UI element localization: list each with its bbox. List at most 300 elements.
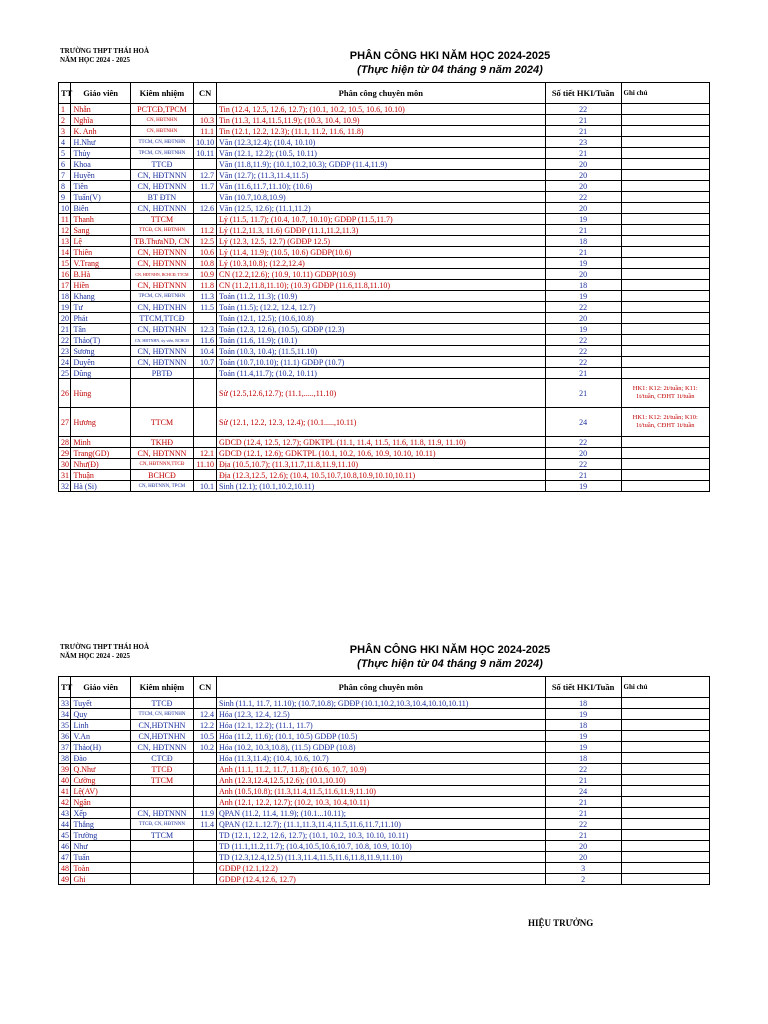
subject-assignment: TD (11.1,11.2,11.7); (10.4,10.5,10.6,10.7, 10.8, 10.9, 10.10) [217,841,546,852]
weekly-hours: 24 [545,786,621,797]
homeroom-class [194,437,217,448]
note-cell [621,137,709,148]
note-cell [621,863,709,874]
subject-assignment: GDĐP (12.1,12.2) [217,863,546,874]
teacher-name: Hùng [71,379,130,408]
note-cell [621,203,709,214]
table-row [59,437,710,448]
table-row [59,764,710,775]
subject-assignment: Hóa (10.2, 10.3,10.8), (11.5) GDĐP (10.8) [217,742,546,753]
weekly-hours: 19 [545,258,621,269]
table-body-2 [59,698,710,885]
role-cell: TPCM, CN, HĐTNHN [130,291,193,302]
subject-assignment: Văn (10.7,10.8,10.9) [217,192,546,203]
row-number: 2 [59,115,71,126]
role-cell: TB.ThưaND, CN [130,236,193,247]
row-number: 32 [59,481,71,492]
row-number: 1 [59,104,71,115]
teacher-name: Tuấn [71,852,130,863]
col-note: Ghi chú [621,677,709,698]
homeroom-class: 11.5 [194,302,217,313]
role-cell: CN, HĐTNNN [130,247,193,258]
table-header-row [59,83,710,104]
teacher-name: Tư [71,302,130,313]
homeroom-class [194,863,217,874]
row-number: 42 [59,797,71,808]
homeroom-class: 10.4 [194,346,217,357]
teacher-name: H.Như [71,137,130,148]
homeroom-class: 10.5 [194,731,217,742]
table-row [59,192,710,203]
role-cell [130,841,193,852]
note-cell [621,720,709,731]
role-cell: TTCM, CN, HĐTNHN [130,709,193,720]
row-number: 4 [59,137,71,148]
row-number: 29 [59,448,71,459]
homeroom-class: 10.8 [194,258,217,269]
weekly-hours: 22 [545,819,621,830]
row-number: 36 [59,731,71,742]
teacher-name: Q.Như [71,764,130,775]
weekly-hours: 21 [545,126,621,137]
note-cell [621,313,709,324]
col-tt: TT [59,677,71,698]
teacher-name: Xếp [71,808,130,819]
homeroom-class: 10.1 [194,481,217,492]
note-cell [621,181,709,192]
table-row [59,448,710,459]
table-row [59,280,710,291]
role-cell: CN, HĐTNHN, BCHCĐ, TTCM [130,269,193,280]
teacher-name: Tuấn(V) [71,192,130,203]
row-number: 20 [59,313,71,324]
teacher-name: Phát [71,313,130,324]
table-row [59,258,710,269]
note-cell [621,437,709,448]
table-header-row [59,677,710,698]
row-number: 25 [59,368,71,379]
subject-assignment: Toán (11.4,11.7); (10.2, 10.11) [217,368,546,379]
role-cell [130,852,193,863]
teacher-name: Thảo(H) [71,742,130,753]
subject-assignment: Địa (12.3,12.5, 12.6); (10.4, 10.5,10.7,10.8,10.9,10.10,10.11) [217,470,546,481]
weekly-hours: 18 [545,280,621,291]
row-number: 9 [59,192,71,203]
teacher-name: Quy [71,709,130,720]
row-number: 43 [59,808,71,819]
homeroom-class [194,379,217,408]
homeroom-class: 10.2 [194,742,217,753]
row-number: 39 [59,764,71,775]
subject-assignment: Lý (10.3,10.8); (12.2,12.4) [217,258,546,269]
subtitle-text: (Thực hiện từ 04 tháng 9 năm 2024) [357,64,543,76]
note-cell [621,159,709,170]
row-number: 11 [59,214,71,225]
row-number: 6 [59,159,71,170]
homeroom-class: 11.4 [194,819,217,830]
teacher-name: Thanh [71,214,130,225]
row-number: 33 [59,698,71,709]
row-number: 5 [59,148,71,159]
homeroom-class [194,192,217,203]
weekly-hours: 19 [545,324,621,335]
note-cell [621,269,709,280]
teacher-name: Đào [71,753,130,764]
homeroom-class: 11.8 [194,280,217,291]
note-cell [621,148,709,159]
principal-signature: HIỆU TRƯỞNG [528,918,594,928]
note-cell: HK1: K12: 2t/tuần; K10: 1t/tuần, CĐHT 1t/tuần [621,408,709,437]
note-cell [621,731,709,742]
teacher-name: Tân [71,324,130,335]
subject-assignment: Anh (12.1, 12.2, 12.7); (10.2, 10.3, 10.4,10.11) [217,797,546,808]
table-row [59,214,710,225]
school-name-1 [60,47,149,65]
homeroom-class [194,470,217,481]
table-row [59,115,710,126]
subject-assignment: Văn (11.8,11.9); (10.1,10.2,10.3); GDĐP (11.4,11.9) [217,159,546,170]
homeroom-class [194,874,217,885]
homeroom-class [194,368,217,379]
homeroom-class [194,753,217,764]
row-number: 45 [59,830,71,841]
weekly-hours: 24 [545,408,621,437]
table-row [59,481,710,492]
note-cell [621,280,709,291]
note-cell [621,709,709,720]
note-cell [621,448,709,459]
homeroom-class: 11.2 [194,225,217,236]
table-row [59,137,710,148]
table-row [59,408,710,437]
weekly-hours: 22 [545,335,621,346]
role-cell: CN, HĐTNHN, ủy viên, BCHCĐ [130,335,193,346]
col-note: Ghi chú [621,83,709,104]
note-cell [621,470,709,481]
table-row [59,357,710,368]
row-number: 26 [59,379,71,408]
homeroom-class: 12.5 [194,236,217,247]
weekly-hours: 21 [545,808,621,819]
weekly-hours: 23 [545,137,621,148]
weekly-hours: 20 [545,170,621,181]
row-number: 17 [59,280,71,291]
table-row [59,324,710,335]
assignment-table-1 [58,82,710,492]
table-row [59,313,710,324]
note-cell [621,797,709,808]
subject-assignment: Sinh (12.1); (10.1,10.2,10.11) [217,481,546,492]
subject-assignment: CN (11.2,11.8,11.10); (10.3) GDĐP (11.6,11.8,11.10) [217,280,546,291]
weekly-hours: 22 [545,764,621,775]
teacher-name: Cường [71,775,130,786]
role-cell: CN, HĐTNHN [130,302,193,313]
row-number: 3 [59,126,71,137]
homeroom-class: 11.9 [194,808,217,819]
table-row [59,819,710,830]
teacher-name: Tuyết [71,698,130,709]
subject-assignment: Sử (12.5,12.6,12.7); (11.1,.....,11.10) [217,379,546,408]
row-number: 15 [59,258,71,269]
role-cell: CN, HĐTNNN [130,181,193,192]
teacher-name: Duyên [71,357,130,368]
note-cell [621,291,709,302]
note-cell [621,104,709,115]
teacher-name: V.Trang [71,258,130,269]
role-cell: PCTCĐ,TPCM [130,104,193,115]
weekly-hours: 22 [545,459,621,470]
weekly-hours: 2 [545,874,621,885]
subject-assignment: GDCD (12.4, 12.5, 12.7); GDKTPL (11.1, 11.4, 11.5, 11.6, 11.8, 11.9, 11.10) [217,437,546,448]
row-number: 19 [59,302,71,313]
row-number: 37 [59,742,71,753]
weekly-hours: 21 [545,247,621,258]
row-number: 30 [59,459,71,470]
homeroom-class: 11.6 [194,335,217,346]
table-row [59,269,710,280]
homeroom-class: 12.2 [194,720,217,731]
role-cell [130,863,193,874]
assignment-table-2 [58,676,710,885]
teacher-name: Khang [71,291,130,302]
weekly-hours: 21 [545,379,621,408]
table-row [59,181,710,192]
weekly-hours: 20 [545,313,621,324]
table-row [59,731,710,742]
weekly-hours: 19 [545,709,621,720]
subject-assignment: Anh (11.1, 11.2, 11.7, 11.8); (10.6, 10.7, 10.9) [217,764,546,775]
row-number: 12 [59,225,71,236]
subject-assignment: Văn (12.7); (11.3,11.4,11.5) [217,170,546,181]
weekly-hours: 20 [545,841,621,852]
table-row [59,698,710,709]
table-row [59,126,710,137]
role-cell [130,786,193,797]
note-cell [621,258,709,269]
title-text: PHÂN CÔNG HKI NĂM HỌC 2024-2025 [349,644,551,656]
role-cell: TTCĐ [130,764,193,775]
school-name-text: TRƯỜNG THPT THÁI HOÀ [60,47,150,55]
subject-assignment: Anh (12.3,12.4,12.5,12.6); (10.1,10.10) [217,775,546,786]
subject-assignment: Toán (10.3, 10.4); (11.5,11.10) [217,346,546,357]
weekly-hours: 21 [545,148,621,159]
row-number: 40 [59,775,71,786]
row-number: 22 [59,335,71,346]
homeroom-class: 10.7 [194,357,217,368]
table-row [59,797,710,808]
homeroom-class: 11.10 [194,459,217,470]
teacher-name: Như(Đ) [71,459,130,470]
table-row [59,874,710,885]
teacher-name: Ghi [71,874,130,885]
note-cell [621,346,709,357]
note-cell [621,115,709,126]
role-cell: CN, HĐTNNN,TTCĐ [130,459,193,470]
teacher-name: Như [71,841,130,852]
page-title-2 [200,643,700,671]
note-cell [621,247,709,258]
subject-assignment: Anh (10.5,10.8); (11.3,11.4,11.5,11.6,11.9,11.10) [217,786,546,797]
subject-assignment: Lý (11.4, 11.9); (10.5, 10.6) GDĐP(10.6) [217,247,546,258]
row-number: 27 [59,408,71,437]
note-cell [621,819,709,830]
note-cell [621,808,709,819]
note-cell [621,852,709,863]
table-row [59,379,710,408]
note-cell [621,170,709,181]
weekly-hours: 21 [545,775,621,786]
note-cell [621,753,709,764]
table-row [59,709,710,720]
weekly-hours: 19 [545,291,621,302]
teacher-name: Sương [71,346,130,357]
weekly-hours: 21 [545,830,621,841]
homeroom-class [194,830,217,841]
teacher-name: V.An [71,731,130,742]
subject-assignment: Toán (12.3, 12.6), (10.5), GDĐP (12.3) [217,324,546,335]
weekly-hours: 20 [545,448,621,459]
row-number: 35 [59,720,71,731]
homeroom-class [194,313,217,324]
table-row [59,247,710,258]
note-cell [621,841,709,852]
role-cell: TTCĐ [130,159,193,170]
weekly-hours: 3 [545,863,621,874]
subtitle-text: (Thực hiện từ 04 tháng 9 năm 2024) [357,658,543,670]
teacher-name: Trường [71,830,130,841]
note-cell [621,302,709,313]
homeroom-class: 12.1 [194,448,217,459]
weekly-hours: 21 [545,470,621,481]
homeroom-class [194,841,217,852]
role-cell: CN, HĐTNNN [130,448,193,459]
school-year-text: NĂM HỌC 2024 - 2025 [60,652,130,660]
homeroom-class [194,214,217,225]
teacher-name: Ngân [71,797,130,808]
table-row [59,753,710,764]
subject-assignment: Lý (12.3, 12.5, 12.7) (GDĐP 12.5) [217,236,546,247]
weekly-hours: 21 [545,225,621,236]
role-cell: CN,HĐTNHN [130,720,193,731]
table-row [59,852,710,863]
teacher-name: Khoa [71,159,130,170]
table-row [59,830,710,841]
teacher-name: Thảo(T) [71,335,130,346]
weekly-hours: 20 [545,159,621,170]
row-number: 47 [59,852,71,863]
row-number: 44 [59,819,71,830]
role-cell: CN, HĐTNNN [130,170,193,181]
weekly-hours: 18 [545,720,621,731]
weekly-hours: 21 [545,368,621,379]
teacher-name: Dũng [71,368,130,379]
col-cn: CN [194,83,217,104]
weekly-hours: 20 [545,181,621,192]
role-cell: CN, HĐTNNN [130,742,193,753]
role-cell: CN, HĐTNNN [130,357,193,368]
table-row [59,346,710,357]
role-cell: TTCM [130,214,193,225]
note-cell [621,236,709,247]
subject-assignment: Toán (11.5); (12.2, 12.4, 12.7) [217,302,546,313]
homeroom-class: 11.3 [194,291,217,302]
row-number: 31 [59,470,71,481]
weekly-hours: 19 [545,731,621,742]
role-cell: TTCĐ, CN, HĐTNHN [130,225,193,236]
teacher-name: Tiên [71,181,130,192]
note-cell [621,335,709,346]
homeroom-class [194,797,217,808]
table-row [59,459,710,470]
table-body-1 [59,104,710,492]
col-subjects: Phân công chuyên môn [217,83,546,104]
role-cell: TKHĐ [130,437,193,448]
homeroom-class: 12.4 [194,709,217,720]
homeroom-class [194,764,217,775]
subject-assignment: Hóa (12.1, 12.2); (11.1, 11.7) [217,720,546,731]
role-cell [130,874,193,885]
role-cell: BCHCĐ [130,470,193,481]
teacher-name: Hiền [71,280,130,291]
col-cn: CN [194,677,217,698]
homeroom-class: 10.10 [194,137,217,148]
role-cell: CN, HĐTNNN [130,203,193,214]
table-row [59,236,710,247]
subject-assignment: GDCD (12.1, 12.6); GDKTPL (10.1, 10.2, 10.6, 10.9, 10.10, 10.11) [217,448,546,459]
weekly-hours: 18 [545,698,621,709]
row-number: 7 [59,170,71,181]
table-row [59,104,710,115]
col-tt: TT [59,83,71,104]
school-name-text: TRƯỜNG THPT THÁI HOÀ [60,643,150,651]
subject-assignment: Toán (12.1, 12.5); (10.6,10.8) [217,313,546,324]
row-number: 10 [59,203,71,214]
weekly-hours: 20 [545,852,621,863]
school-year-text: NĂM HỌC 2024 - 2025 [60,56,130,64]
role-cell: CN, HĐTNNN [130,258,193,269]
homeroom-class: 12.7 [194,170,217,181]
row-number: 13 [59,236,71,247]
teacher-name: Trang(GD) [71,448,130,459]
teacher-name: Nhẫn [71,104,130,115]
subject-assignment: Tin (12.1, 12.2, 12.3); (11.1, 11.2, 11.6, 11.8) [217,126,546,137]
row-number: 49 [59,874,71,885]
table-row [59,170,710,181]
school-name-2 [60,643,149,661]
weekly-hours: 22 [545,104,621,115]
weekly-hours: 22 [545,346,621,357]
row-number: 8 [59,181,71,192]
row-number: 38 [59,753,71,764]
row-number: 24 [59,357,71,368]
row-number: 18 [59,291,71,302]
title-text: PHÂN CÔNG HKI NĂM HỌC 2024-2025 [349,50,551,62]
subject-assignment: Hóa (12.3, 12.4, 12.5) [217,709,546,720]
role-cell: BT ĐTN [130,192,193,203]
role-cell: CN,HĐTNHN [130,731,193,742]
teacher-name: Lệ [71,236,130,247]
weekly-hours: 22 [545,357,621,368]
subject-assignment: TD (12.1, 12.2, 12.6, 12.7); (10.1, 10.2, 10.3, 10.10, 10.11) [217,830,546,841]
row-number: 41 [59,786,71,797]
teacher-name: Nghĩa [71,115,130,126]
subject-assignment: Lý (11.2,11.3, 11.6) GDĐP (11.1,11.2,11.3) [217,225,546,236]
table-row [59,742,710,753]
weekly-hours: 19 [545,214,621,225]
teacher-name: Thiên [71,247,130,258]
row-number: 16 [59,269,71,280]
homeroom-class [194,786,217,797]
